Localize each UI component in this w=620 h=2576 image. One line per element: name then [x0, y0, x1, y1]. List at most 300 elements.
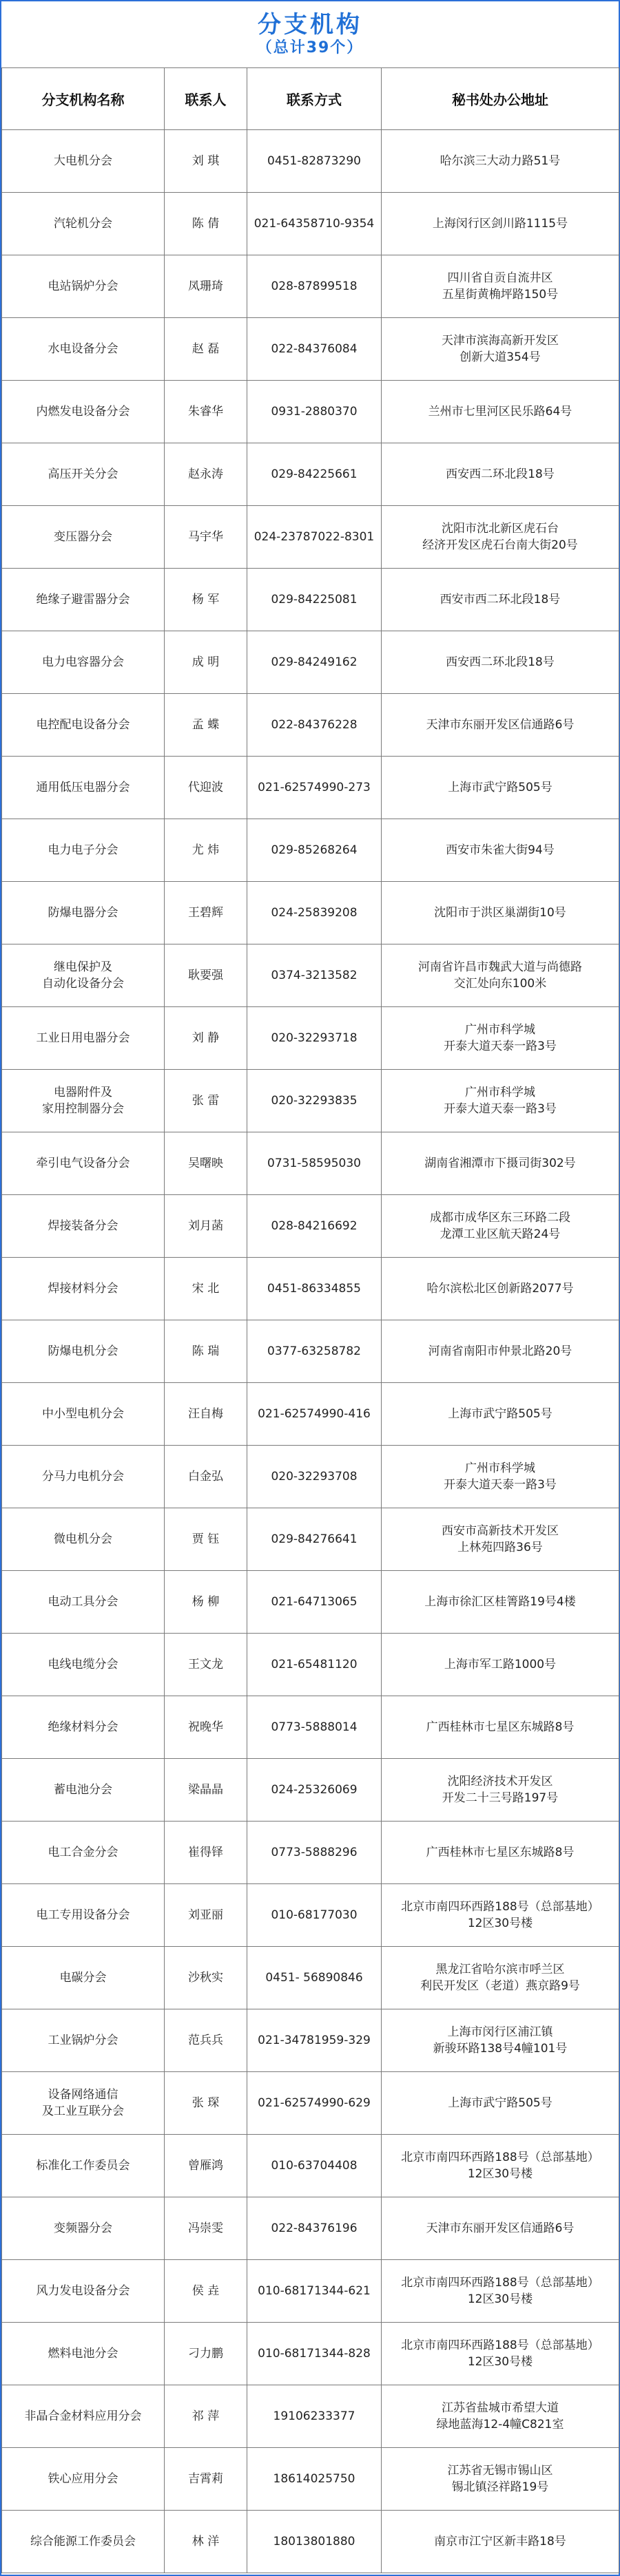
branch-name-cell — [2, 2260, 165, 2323]
table-row — [2, 2260, 619, 2323]
column-header-address: 秘书处办公地址 — [382, 68, 619, 130]
page-subtitle: （总计39个） — [256, 39, 364, 56]
contact-phone-cell — [247, 757, 382, 819]
branch-name-cell-text: 风力发电设备分会 — [36, 2284, 130, 2298]
contact-phone-cell — [247, 1759, 382, 1822]
branch-name-cell-text: 电动工具分会 — [48, 1595, 118, 1609]
office-address-cell — [382, 1007, 619, 1070]
contact-phone-cell-text: 029-84276641 — [271, 1532, 358, 1546]
table-row — [2, 506, 619, 569]
contact-phone-cell — [247, 2197, 382, 2260]
column-header-name: 分支机构名称 — [2, 68, 165, 130]
branch-name-cell-text: 蓄电池分会 — [54, 1783, 112, 1797]
branch-name-cell — [2, 443, 165, 506]
branch-name-cell — [2, 1634, 165, 1696]
table-row — [2, 2197, 619, 2260]
contact-phone-cell-text: 0374-3213582 — [271, 969, 358, 982]
contact-phone-cell-text: 021-62574990-629 — [258, 2096, 371, 2110]
table-row — [2, 2323, 619, 2385]
office-address-cell — [382, 2260, 619, 2323]
office-address-cell-text: 黑龙江省哈尔滨市呼兰区 利民开发区（老道）燕京路9号 — [420, 1963, 580, 1993]
table-row — [2, 1634, 619, 1696]
table-row — [2, 2072, 619, 2135]
table-row — [2, 2009, 619, 2072]
office-address-cell — [382, 1195, 619, 1258]
branch-name-cell — [2, 944, 165, 1007]
branch-name-cell — [2, 255, 165, 318]
branch-name-cell — [2, 1195, 165, 1258]
contact-phone-cell-text: 029-84225661 — [271, 467, 358, 481]
office-address-cell-text: 西安市高新技术开发区 上林苑四路36号 — [442, 1524, 559, 1554]
office-address-cell-text: 上海市军工路1000号 — [444, 1658, 557, 1671]
branch-name-cell — [2, 1320, 165, 1383]
contact-person-cell — [165, 2197, 247, 2260]
branch-name-cell — [2, 1759, 165, 1822]
office-address-cell-text: 西安西二环北段18号 — [446, 467, 555, 481]
branch-name-cell-text: 电线电缆分会 — [48, 1658, 118, 1671]
contact-phone-cell — [247, 2260, 382, 2323]
table-row — [2, 2448, 619, 2511]
contact-person-cell — [165, 381, 247, 443]
contact-person-cell — [165, 757, 247, 819]
contact-phone-cell-text: 021-34781959-329 — [258, 2034, 371, 2047]
branch-name-cell — [2, 2072, 165, 2135]
contact-phone-cell — [247, 381, 382, 443]
office-address-cell-text: 广西桂林市七星区东城路8号 — [426, 1720, 575, 1734]
branch-name-cell — [2, 2323, 165, 2385]
office-address-cell-text: 上海闵行区剑川路1115号 — [432, 217, 568, 231]
contact-phone-cell-text: 18013801880 — [273, 2535, 355, 2548]
contact-person-cell — [165, 2072, 247, 2135]
contact-person-cell-text: 宋 北 — [192, 1282, 220, 1296]
contact-person-cell-text: 杨 柳 — [192, 1595, 220, 1609]
branch-name-cell-text: 电力电容器分会 — [42, 655, 124, 669]
contact-phone-cell-text: 0377-63258782 — [267, 1344, 361, 1358]
contact-phone-cell-text: 010-63704408 — [271, 2159, 358, 2173]
branch-name-cell — [2, 569, 165, 631]
contact-phone-cell — [247, 2385, 382, 2448]
branch-name-cell-text: 电工合金分会 — [48, 1846, 118, 1859]
contact-person-cell-text: 凤珊琦 — [188, 279, 223, 293]
office-address-cell — [382, 1884, 619, 1947]
contact-phone-cell-text: 021-65481120 — [271, 1658, 358, 1671]
contact-person-cell-text: 贾 钰 — [192, 1532, 220, 1546]
table-row — [2, 1508, 619, 1571]
table-row — [2, 1947, 619, 2009]
contact-phone-cell — [247, 1947, 382, 2009]
office-address-cell — [382, 130, 619, 193]
office-address-cell — [382, 1759, 619, 1822]
branch-name-cell — [2, 631, 165, 694]
office-address-cell — [382, 2197, 619, 2260]
office-address-cell — [382, 2323, 619, 2385]
office-address-cell-text: 上海市武宁路505号 — [448, 2096, 552, 2110]
office-address-cell — [382, 443, 619, 506]
contact-person-cell — [165, 1571, 247, 1634]
office-address-cell-text: 兰州市七里河区民乐路64号 — [428, 405, 572, 419]
contact-phone-cell — [247, 1696, 382, 1759]
table-row — [2, 130, 619, 193]
office-address-cell-text: 成都市成华区东三环路二段 龙潭工业区航天路24号 — [430, 1211, 570, 1241]
contact-person-cell — [165, 1696, 247, 1759]
contact-person-cell — [165, 1132, 247, 1195]
branch-name-cell — [2, 2385, 165, 2448]
branch-name-cell — [2, 1007, 165, 1070]
office-address-cell-text: 西安市朱雀大街94号 — [446, 843, 555, 857]
office-address-cell-text: 上海市武宁路505号 — [448, 781, 552, 794]
table-row — [2, 1822, 619, 1884]
office-address-cell — [382, 1258, 619, 1320]
contact-phone-cell — [247, 2135, 382, 2197]
contact-phone-cell — [247, 255, 382, 318]
contact-phone-cell-text: 022-84376084 — [271, 342, 358, 356]
office-address-cell-text: 天津市东丽开发区信通路6号 — [426, 718, 575, 732]
table-row — [2, 2135, 619, 2197]
office-address-cell — [382, 2009, 619, 2072]
contact-phone-cell-text: 028-87899518 — [271, 279, 358, 293]
office-address-cell — [382, 1696, 619, 1759]
contact-phone-cell — [247, 443, 382, 506]
contact-phone-cell-text: 021-64713065 — [271, 1595, 358, 1609]
branch-name-cell — [2, 1258, 165, 1320]
office-address-cell-text: 天津市滨海高新开发区 创新大道354号 — [442, 334, 559, 364]
office-address-cell-text: 北京市南四环西路188号（总部基地） 12区30号楼 — [401, 2276, 599, 2306]
branch-name-cell — [2, 318, 165, 381]
office-address-cell-text: 沈阳市于洪区巢湖街10号 — [434, 906, 566, 920]
branch-name-cell — [2, 819, 165, 882]
contact-person-cell-text: 曾雁鸿 — [188, 2159, 223, 2173]
branch-name-cell — [2, 2448, 165, 2511]
branch-name-cell — [2, 130, 165, 193]
contact-person-cell-text: 成 明 — [192, 655, 220, 669]
office-address-cell — [382, 1822, 619, 1884]
contact-phone-cell — [247, 1007, 382, 1070]
branch-name-cell-text: 牵引电气设备分会 — [36, 1157, 130, 1170]
table-header-row — [2, 68, 619, 130]
contact-person-cell — [165, 318, 247, 381]
office-address-cell-text: 上海市徐汇区桂箐路19号4楼 — [424, 1595, 576, 1609]
contact-person-cell-text: 刁力鹏 — [188, 2347, 223, 2361]
table-row — [2, 1320, 619, 1383]
contact-person-cell — [165, 2260, 247, 2323]
contact-person-cell-text: 刘 琪 — [192, 154, 220, 168]
contact-person-cell — [165, 1759, 247, 1822]
office-address-cell — [382, 882, 619, 944]
office-address-cell-text: 南京市江宁区新丰路18号 — [434, 2535, 566, 2548]
branch-name-cell-text: 分马力电机分会 — [42, 1470, 124, 1484]
contact-person-cell-text: 耿要强 — [188, 969, 223, 982]
contact-person-cell-text: 吉霄莉 — [188, 2472, 223, 2486]
contact-phone-cell-text: 022-84376228 — [271, 718, 358, 732]
contact-person-cell-text: 刘月菡 — [188, 1219, 223, 1233]
contact-person-cell — [165, 2323, 247, 2385]
office-address-cell — [382, 1383, 619, 1446]
contact-phone-cell — [247, 1195, 382, 1258]
branch-name-cell — [2, 2511, 165, 2573]
contact-person-cell-text: 朱睿华 — [188, 405, 223, 419]
office-address-cell — [382, 506, 619, 569]
office-address-cell-text: 西安西二环北段18号 — [446, 655, 555, 669]
office-address-cell — [382, 381, 619, 443]
branch-name-cell — [2, 193, 165, 255]
office-address-cell-text: 四川省自贡自流井区 五星街黄桷坪路150号 — [442, 271, 559, 302]
contact-person-cell — [165, 944, 247, 1007]
branch-name-cell-text: 继电保护及 自动化设备分会 — [42, 960, 124, 991]
branch-name-cell — [2, 1696, 165, 1759]
office-address-cell — [382, 569, 619, 631]
office-address-cell — [382, 1132, 619, 1195]
branch-name-cell-text: 电力电子分会 — [48, 843, 118, 857]
contact-person-cell — [165, 506, 247, 569]
branch-name-cell-text: 水电设备分会 — [48, 342, 118, 356]
contact-person-cell-text: 范兵兵 — [188, 2034, 223, 2047]
contact-person-cell — [165, 130, 247, 193]
branch-name-cell-text: 焊接材料分会 — [48, 1282, 118, 1296]
office-address-cell-text: 哈尔滨松北区创新路2077号 — [426, 1282, 574, 1296]
contact-person-cell-text: 林 洋 — [192, 2535, 220, 2548]
contact-phone-cell — [247, 2072, 382, 2135]
contact-person-cell — [165, 569, 247, 631]
contact-person-cell — [165, 1258, 247, 1320]
contact-phone-cell-text: 010-68171344-621 — [258, 2284, 371, 2298]
table-row — [2, 381, 619, 443]
table-row — [2, 1759, 619, 1822]
branch-name-cell — [2, 757, 165, 819]
office-address-cell — [382, 2511, 619, 2573]
branch-name-cell-text: 电站锅炉分会 — [48, 279, 118, 293]
office-address-cell — [382, 2385, 619, 2448]
branch-name-cell-text: 绝缘子避雷器分会 — [36, 593, 130, 606]
office-address-cell — [382, 1508, 619, 1571]
contact-person-cell-text: 侯 垚 — [192, 2284, 220, 2298]
contact-phone-cell-text: 0451- 56890846 — [265, 1971, 363, 1985]
office-address-cell-text: 北京市南四环西路188号（总部基地） 12区30号楼 — [401, 2339, 599, 2369]
table-row — [2, 1884, 619, 1947]
contact-person-cell — [165, 193, 247, 255]
contact-person-cell-text: 张 雷 — [192, 1094, 220, 1108]
office-address-cell-text: 河南省许昌市魏武大道与尚德路 交汇处向东100米 — [418, 960, 582, 991]
contact-phone-cell-text: 020-32293835 — [271, 1094, 358, 1108]
branch-name-cell — [2, 381, 165, 443]
contact-phone-cell-text: 19106233377 — [273, 2409, 355, 2423]
office-address-cell — [382, 944, 619, 1007]
contact-phone-cell — [247, 1508, 382, 1571]
office-address-cell — [382, 631, 619, 694]
branch-name-cell-text: 高压开关分会 — [48, 467, 118, 481]
table-row — [2, 819, 619, 882]
branch-name-cell — [2, 2197, 165, 2260]
contact-person-cell-text: 刘亚丽 — [188, 1908, 223, 1922]
office-address-cell-text: 河南省南阳市仲景北路20号 — [428, 1344, 572, 1358]
contact-person-cell-text: 赵永涛 — [188, 467, 223, 481]
branch-name-cell-text: 燃料电池分会 — [48, 2347, 118, 2361]
contact-phone-cell-text: 0931-2880370 — [271, 405, 358, 419]
branch-table — [1, 67, 619, 2573]
office-address-cell-text: 西安市西二环北段18号 — [440, 593, 561, 606]
branch-name-cell-text: 电控配电设备分会 — [36, 718, 130, 732]
branch-name-cell — [2, 1446, 165, 1508]
contact-phone-cell-text: 020-32293718 — [271, 1031, 358, 1045]
branch-name-cell-text: 内燃发电设备分会 — [36, 405, 130, 419]
contact-phone-cell — [247, 506, 382, 569]
contact-phone-cell — [247, 819, 382, 882]
office-address-cell — [382, 1446, 619, 1508]
branch-name-cell — [2, 1132, 165, 1195]
office-address-cell — [382, 1571, 619, 1634]
branch-name-cell-text: 电碳分会 — [59, 1971, 107, 1985]
contact-person-cell — [165, 2448, 247, 2511]
contact-person-cell — [165, 1383, 247, 1446]
contact-phone-cell-text: 029-85268264 — [271, 843, 358, 857]
branch-name-cell-text: 电工专用设备分会 — [36, 1908, 130, 1922]
office-address-cell-text: 广西桂林市七星区东城路8号 — [426, 1846, 575, 1859]
table-row — [2, 882, 619, 944]
contact-person-cell-text: 杨 军 — [192, 593, 220, 606]
office-address-cell — [382, 255, 619, 318]
contact-phone-cell-text: 024-25839208 — [271, 906, 358, 920]
branch-name-cell — [2, 2135, 165, 2197]
contact-phone-cell-text: 028-84216692 — [271, 1219, 358, 1233]
office-address-cell-text: 上海市闵行区浦江镇 新骏环路138号4幢101号 — [433, 2025, 568, 2056]
contact-phone-cell-text: 0731-58595030 — [267, 1157, 361, 1170]
branch-name-cell-text: 设备网络通信 及工业互联分会 — [42, 2088, 124, 2118]
table-row — [2, 2511, 619, 2573]
contact-phone-cell — [247, 1258, 382, 1320]
branch-name-cell — [2, 694, 165, 757]
contact-person-cell-text: 汪自梅 — [188, 1407, 223, 1421]
contact-phone-cell-text: 029-84249162 — [271, 655, 358, 669]
office-address-cell-text: 江苏省盐城市希望大道 绿地蓝海12-4幢C821室 — [436, 2401, 564, 2431]
contact-person-cell — [165, 631, 247, 694]
office-address-cell-text: 沈阳经济技术开发区 开发二十三号路197号 — [442, 1775, 559, 1805]
branch-name-cell — [2, 1508, 165, 1571]
contact-person-cell — [165, 443, 247, 506]
contact-person-cell — [165, 2009, 247, 2072]
branch-name-cell-text: 微电机分会 — [54, 1532, 112, 1546]
office-address-cell-text: 哈尔滨三大动力路51号 — [440, 154, 561, 168]
branch-name-cell-text: 通用低压电器分会 — [36, 781, 130, 794]
contact-phone-cell — [247, 569, 382, 631]
office-address-cell-text: 天津市东丽开发区信通路6号 — [426, 2221, 575, 2235]
contact-person-cell-text: 王碧辉 — [188, 906, 223, 920]
contact-phone-cell — [247, 1446, 382, 1508]
contact-phone-cell — [247, 2448, 382, 2511]
contact-person-cell-text: 冯崇雯 — [188, 2221, 223, 2235]
office-address-cell-text: 广州市科学城 开泰大道天泰一路3号 — [444, 1461, 557, 1492]
table-row — [2, 193, 619, 255]
contact-person-cell — [165, 819, 247, 882]
contact-phone-cell — [247, 1320, 382, 1383]
contact-person-cell — [165, 1508, 247, 1571]
contact-phone-cell-text: 021-64358710-9354 — [254, 217, 375, 231]
branch-name-cell — [2, 506, 165, 569]
contact-person-cell — [165, 2511, 247, 2573]
contact-person-cell — [165, 1822, 247, 1884]
branch-name-cell-text: 防爆电机分会 — [48, 1344, 118, 1358]
contact-phone-cell — [247, 1822, 382, 1884]
contact-phone-cell-text: 010-68177030 — [271, 1908, 358, 1922]
office-address-cell — [382, 2072, 619, 2135]
column-header-person: 联系人 — [165, 68, 247, 130]
office-address-cell — [382, 193, 619, 255]
branch-name-cell-text: 变压器分会 — [54, 530, 112, 544]
contact-person-cell-text: 祝晚华 — [188, 1720, 223, 1734]
branch-name-cell-text: 绝缘材料分会 — [48, 1720, 118, 1734]
contact-person-cell-text: 崔得铎 — [188, 1846, 223, 1859]
branch-name-cell — [2, 1571, 165, 1634]
office-address-cell-text: 北京市南四环西路188号（总部基地） 12区30号楼 — [401, 1900, 599, 1930]
branch-name-cell — [2, 882, 165, 944]
table-row — [2, 1696, 619, 1759]
contact-phone-cell-text: 0773-5888296 — [271, 1846, 358, 1859]
branch-name-cell — [2, 1070, 165, 1132]
contact-person-cell-text: 沙秋实 — [188, 1971, 223, 1985]
table-row — [2, 1571, 619, 1634]
table-row — [2, 255, 619, 318]
contact-phone-cell-text: 0451-86334855 — [267, 1282, 361, 1296]
contact-phone-cell-text: 0773-5888014 — [271, 1720, 358, 1734]
table-row — [2, 1446, 619, 1508]
table-row — [2, 944, 619, 1007]
contact-phone-cell-text: 020-32293708 — [271, 1470, 358, 1484]
office-address-cell — [382, 757, 619, 819]
table-row — [2, 1195, 619, 1258]
table-row — [2, 2385, 619, 2448]
office-address-cell — [382, 2135, 619, 2197]
contact-person-cell — [165, 1884, 247, 1947]
contact-person-cell-text: 马宇华 — [188, 530, 223, 544]
branch-name-cell-text: 大电机分会 — [54, 154, 112, 168]
branch-name-cell-text: 中小型电机分会 — [42, 1407, 124, 1421]
contact-person-cell-text: 吴曙映 — [188, 1157, 223, 1170]
contact-person-cell — [165, 1195, 247, 1258]
office-address-cell-text: 广州市科学城 开泰大道天泰一路3号 — [444, 1023, 557, 1053]
contact-phone-cell — [247, 2511, 382, 2573]
office-address-cell — [382, 1947, 619, 2009]
contact-person-cell-text: 代迎波 — [188, 781, 223, 794]
contact-person-cell-text: 刘 静 — [192, 1031, 220, 1045]
contact-person-cell-text: 陈 倩 — [192, 217, 220, 231]
branch-name-cell-text: 综合能源工作委员会 — [30, 2535, 136, 2548]
table-row — [2, 1070, 619, 1132]
contact-person-cell — [165, 1007, 247, 1070]
table-row — [2, 694, 619, 757]
contact-person-cell — [165, 2385, 247, 2448]
branch-name-cell-text: 电器附件及 家用控制器分会 — [42, 1086, 124, 1116]
branch-name-cell-text: 变频器分会 — [54, 2221, 112, 2235]
office-address-cell-text: 沈阳市沈北新区虎石台 经济开发区虎石台南大街20号 — [422, 522, 578, 552]
contact-phone-cell — [247, 130, 382, 193]
contact-phone-cell — [247, 1132, 382, 1195]
contact-person-cell — [165, 1446, 247, 1508]
office-address-cell — [382, 694, 619, 757]
contact-person-cell — [165, 255, 247, 318]
branch-name-cell — [2, 1383, 165, 1446]
office-address-cell-text: 上海市武宁路505号 — [448, 1407, 552, 1421]
contact-phone-cell — [247, 1884, 382, 1947]
contact-phone-cell — [247, 1634, 382, 1696]
page-header — [1, 1, 619, 67]
contact-person-cell-text: 张 琛 — [192, 2096, 220, 2110]
branch-name-cell-text: 工业锅炉分会 — [48, 2034, 118, 2047]
table-row — [2, 757, 619, 819]
contact-phone-cell-text: 010-68171344-828 — [258, 2347, 371, 2361]
contact-person-cell-text: 陈 瑞 — [192, 1344, 220, 1358]
contact-phone-cell — [247, 631, 382, 694]
office-address-cell — [382, 2448, 619, 2511]
contact-phone-cell — [247, 318, 382, 381]
table-row — [2, 1007, 619, 1070]
